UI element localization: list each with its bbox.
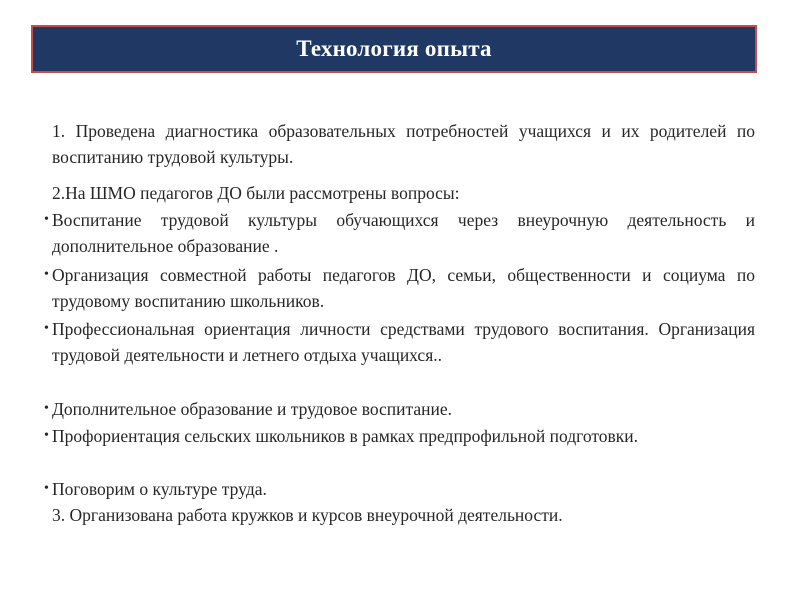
bullet-text: Организация совместной работы педагогов ДО, семьи, общественности и социума по трудовому воспитанию школьников. [52,265,755,311]
bullet-mark: • [44,481,49,496]
bullet-mark: • [44,428,49,443]
bullet-item [44,207,755,259]
slide-title: Технология опыта [296,36,492,61]
bullet-item [44,476,755,502]
bullet-item [44,396,755,422]
bullet-item [44,262,755,314]
bullet-mark: • [44,401,49,416]
bullet-mark: • [44,321,49,336]
bullet-text: Профессиональная ориентация личности средствами трудового воспитания. Организация трудовой деятельности и летнего отдыха учащихся.. [52,319,755,365]
bullet-text: Профориентация сельских школьников в рамках предпрофильной подготовки. [52,426,639,446]
bullet-mark: • [44,267,49,282]
bullet-text: Поговорим о культуре труда. [52,479,267,499]
paragraph-clubs: 3. Организована работа кружков и курсов внеурочной деятельности. [52,505,563,525]
paragraph-shmo: 2.На ШМО педагогов ДО были рассмотрены вопросы: [52,183,460,203]
bullet-mark: • [44,212,49,227]
paragraph-diagnostics: 1. Проведена диагностика образовательных потребностей учащихся и их родителей по воспитанию трудовой культуры. [52,121,755,167]
bullet-item [44,423,755,449]
bullet-item [44,316,755,368]
bullet-text: Дополнительное образование и трудовое воспитание. [52,399,453,419]
bullet-text: Воспитание трудовой культуры обучающихся через внеурочную деятельность и дополнительное образование . [52,210,755,256]
